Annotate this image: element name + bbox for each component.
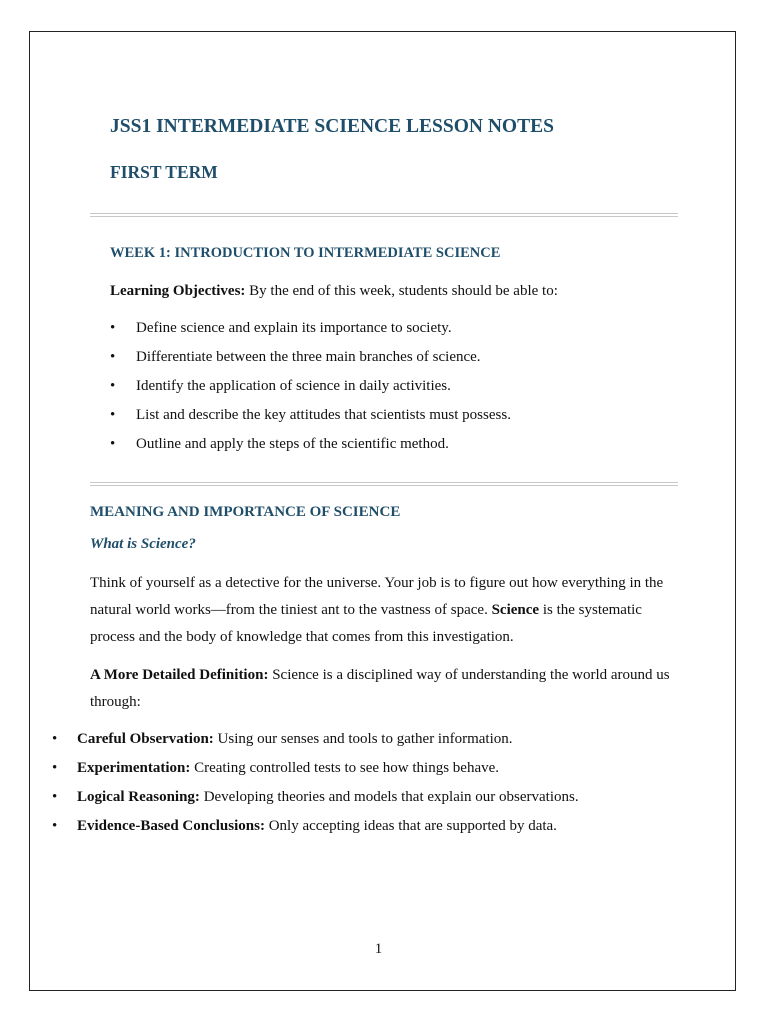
bullet-icon: • — [52, 731, 58, 747]
science-term: Science — [491, 602, 540, 618]
section-subheading: What is Science? — [90, 536, 196, 552]
definition-list — [52, 731, 579, 847]
definition-term: Experimentation: — [77, 760, 191, 776]
definition-text: Using our senses and tools to gather information. — [213, 731, 513, 747]
section-divider — [90, 213, 678, 217]
bullet-icon: • — [52, 760, 58, 776]
objective-text: Differentiate between the three main branches of science. — [136, 349, 481, 365]
bullet-icon: • — [110, 436, 116, 452]
list-item — [110, 378, 511, 407]
learning-objectives-intro — [110, 283, 558, 300]
learning-objectives-text: By the end of this week, students should be able to: — [245, 283, 558, 299]
week-heading: WEEK 1: INTRODUCTION TO INTERMEDIATE SCIENCE — [110, 245, 501, 261]
paragraph-text: is the systematic process and the body of knowledge that comes from this investigation. — [90, 602, 642, 645]
section-divider — [90, 482, 678, 486]
bullet-icon: • — [52, 818, 58, 834]
document-title: JSS1 INTERMEDIATE SCIENCE LESSON NOTES — [110, 116, 554, 137]
section-heading: MEANING AND IMPORTANCE OF SCIENCE — [90, 504, 401, 520]
objective-text: List and describe the key attitudes that scientists must possess. — [136, 407, 511, 423]
objectives-list — [110, 320, 511, 465]
list-item — [52, 731, 579, 760]
objective-text: Outline and apply the steps of the scientific method. — [136, 436, 449, 452]
bullet-icon: • — [110, 378, 116, 394]
definition-term: Careful Observation: — [77, 731, 214, 747]
definition-text: Developing theories and models that explain our observations. — [199, 789, 579, 805]
detailed-definition-paragraph — [90, 662, 682, 716]
definition-text: Only accepting ideas that are supported by data. — [264, 818, 557, 834]
paragraph-text: Think of yourself as a detective for the universe. Your job is to figure out how everything in the natural world works—from the tiniest ant to the vastness of space. — [90, 575, 664, 618]
objective-text: Identify the application of science in daily activities. — [136, 378, 451, 394]
page-number: 1 — [374, 941, 383, 957]
list-item — [110, 320, 511, 349]
list-item — [52, 760, 579, 789]
list-item — [52, 789, 579, 818]
paragraph-text: Science is a disciplined way of understanding the world around us through: — [90, 667, 670, 710]
definition-term: Logical Reasoning: — [77, 789, 200, 805]
detailed-definition-label: A More Detailed Definition: — [90, 667, 269, 683]
list-item — [110, 407, 511, 436]
list-item — [110, 436, 511, 465]
bullet-icon: • — [110, 407, 116, 423]
bullet-icon: • — [110, 349, 116, 365]
objective-text: Define science and explain its importance to society. — [136, 320, 452, 336]
document-subtitle: FIRST TERM — [110, 162, 218, 182]
learning-objectives-label: Learning Objectives: — [110, 283, 246, 299]
bullet-icon: • — [110, 320, 116, 336]
bullet-icon: • — [52, 789, 58, 805]
list-item — [110, 349, 511, 378]
definition-text: Creating controlled tests to see how things behave. — [190, 760, 500, 776]
science-intro-paragraph — [90, 570, 682, 651]
list-item — [52, 818, 579, 847]
definition-term: Evidence-Based Conclusions: — [77, 818, 265, 834]
